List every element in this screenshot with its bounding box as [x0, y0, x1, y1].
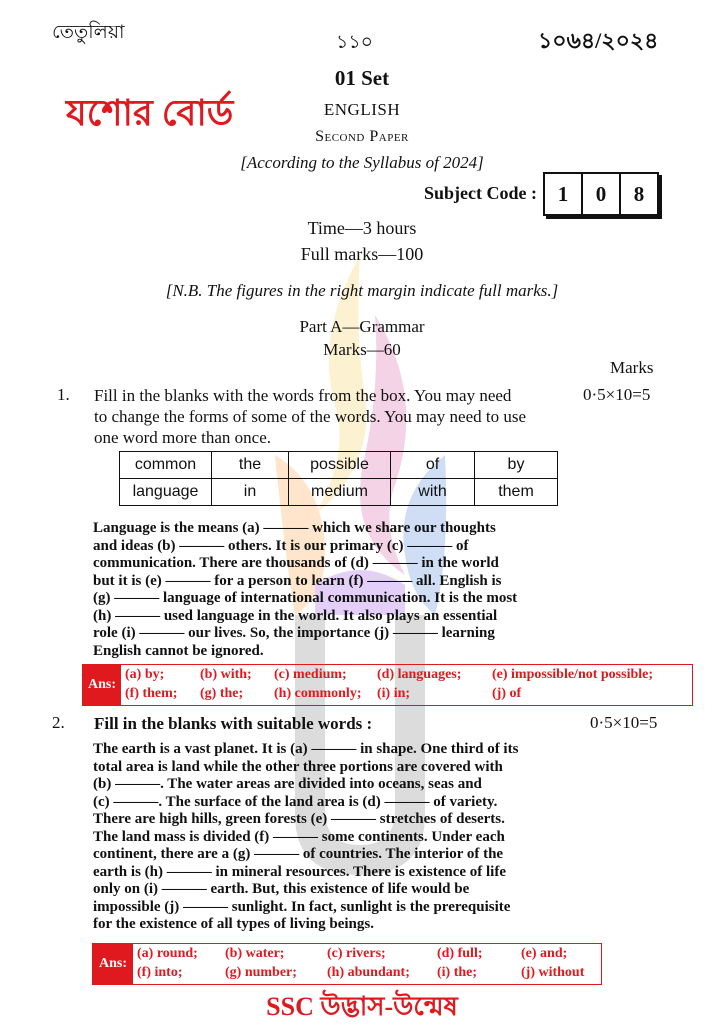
instruction-line: one word more than once.	[94, 428, 272, 447]
answer-item: (f) into;	[137, 964, 183, 980]
passage-line: for the existence of all types of living beings.	[93, 916, 374, 932]
page-number: ১১০	[336, 32, 374, 53]
answer-item: (g) number;	[225, 964, 297, 980]
subject-code-label: Subject Code :	[424, 183, 537, 203]
answer-item: (d) languages;	[377, 667, 462, 682]
question-number: 1.	[57, 385, 70, 404]
passage-line: only on (i) ——— earth. But, this existence of life would be	[93, 881, 470, 897]
syllabus-note: [According to the Syllabus of 2024]	[240, 153, 484, 172]
word-box-cell: of	[391, 452, 475, 479]
answer-label: Ans:	[83, 665, 121, 705]
answer-item: (h) abundant;	[327, 964, 410, 980]
passage	[93, 520, 593, 660]
word-box-cell: the	[212, 452, 289, 479]
passage	[93, 741, 597, 934]
passage-line: role (i) ——— our lives. So, the importance (j) ——— learning	[93, 625, 495, 641]
question-marks: 0·5×10=5	[583, 385, 651, 404]
part-marks: Marks—60	[323, 340, 401, 359]
part-title: Part A—Grammar	[299, 317, 425, 336]
subject-code-digit: 0	[583, 174, 621, 214]
word-box-row	[120, 452, 558, 479]
instruction-line: Fill in the blanks with the words from the box. You may need	[94, 386, 512, 405]
question-instruction: Fill in the blanks with suitable words :	[94, 714, 373, 733]
answer-item: (e) impossible/not possible;	[492, 667, 654, 682]
word-box-cell: in	[212, 479, 289, 506]
full-marks: Full marks—100	[300, 244, 424, 264]
answer-item: (j) of	[492, 685, 522, 701]
word-box-cell: them	[475, 479, 558, 506]
subject-code-box	[543, 172, 659, 216]
subject-code-digit: 1	[545, 174, 583, 214]
answer-item: (g) the;	[200, 685, 244, 701]
question-number: 2.	[52, 713, 65, 732]
passage-line: but it is (e) ——— for a person to learn (f) ——— all. English is	[93, 572, 502, 589]
footer-brand: SSC উদ্ভাস-উন্মেষ	[266, 992, 458, 1021]
passage-line: The earth is a vast planet. It is (a) ——— in shape. One third of its	[93, 741, 519, 757]
subject-title: ENGLISH	[323, 100, 401, 119]
passage-line: (b) ———. The water areas are divided into oceans, seas and	[93, 776, 482, 792]
passage-line: and ideas (b) ——— others. It is our primary (c) ——— of	[93, 537, 469, 554]
answer-item: (a) by;	[125, 667, 165, 682]
paper-title: Second Paper	[315, 128, 409, 145]
passage-line: (c) ———. The surface of the land area is (d) ——— of variety.	[93, 793, 498, 810]
answer-item: (d) full;	[437, 946, 483, 961]
passage-line: continent, there are a (g) ——— of countries. The interior of the	[93, 846, 504, 862]
answer-box	[92, 943, 602, 985]
marks-column-header: Marks	[610, 358, 654, 377]
word-box-cell: medium	[289, 479, 391, 506]
answer-label: Ans:	[93, 944, 133, 984]
passage-line: (g) ——— language of international communication. It is the most	[93, 590, 518, 606]
answer-item: (i) in;	[377, 685, 411, 701]
passage-line: The land mass is divided (f) ——— some continents. Under each	[93, 828, 505, 845]
answer-item: (b) water;	[225, 946, 285, 961]
answer-item: (c) rivers;	[327, 946, 386, 961]
answer-item: (b) with;	[200, 667, 252, 682]
answer-item: (i) the;	[437, 964, 478, 980]
question-instruction	[94, 385, 574, 448]
passage-line: Language is the means (a) ——— which we share our thoughts	[93, 520, 496, 536]
passage-line: English cannot be ignored.	[93, 642, 264, 659]
answer-list	[133, 944, 588, 984]
passage-line: earth is (h) ——— in mineral resources. There is existence of life	[93, 863, 506, 880]
word-box-cell: language	[120, 479, 212, 506]
answer-box	[82, 664, 693, 706]
answer-item: (f) them;	[125, 685, 178, 701]
passage-line: communication. There are thousands of (d) ——— in the world	[93, 555, 499, 571]
passage-line: total area is land while the other three portions are covered with	[93, 758, 503, 775]
answer-item: (j) without	[521, 964, 585, 980]
passage-line: impossible (j) ——— sunlight. In fact, sunlight is the prerequisite	[93, 898, 511, 915]
set-title: 01 Set	[334, 66, 390, 90]
answer-item: (c) medium;	[274, 667, 347, 682]
board-name: যশোর বোর্ড	[66, 93, 234, 133]
question-code: ১০৬৪/২০২৪	[538, 28, 659, 53]
instruction-note: [N.B. The figures in the right margin indicate full marks.]	[165, 281, 559, 300]
instruction-line: to change the forms of some of the words. You may need to use	[94, 407, 527, 426]
word-box-cell: possible	[289, 452, 391, 479]
passage-line: There are high hills, green forests (e) ——— stretches of deserts.	[93, 811, 505, 827]
answer-item: (e) and;	[521, 946, 568, 961]
exam-time: Time—3 hours	[307, 218, 417, 238]
word-box-cell: common	[120, 452, 212, 479]
word-box	[119, 451, 558, 506]
subject-code-digit: 8	[633, 181, 645, 206]
word-box-cell: by	[475, 452, 558, 479]
passage-line: (h) ——— used language in the world. It also plays an essential	[93, 607, 498, 624]
answer-item: (a) round;	[137, 946, 198, 961]
answer-list	[121, 665, 657, 705]
answer-item: (h) commonly;	[274, 685, 362, 701]
word-box-row	[120, 479, 558, 506]
question-marks: 0·5×10=5	[590, 713, 658, 732]
word-box-cell: with	[391, 479, 475, 506]
header-left-text: তেতুলিয়া	[52, 22, 125, 43]
